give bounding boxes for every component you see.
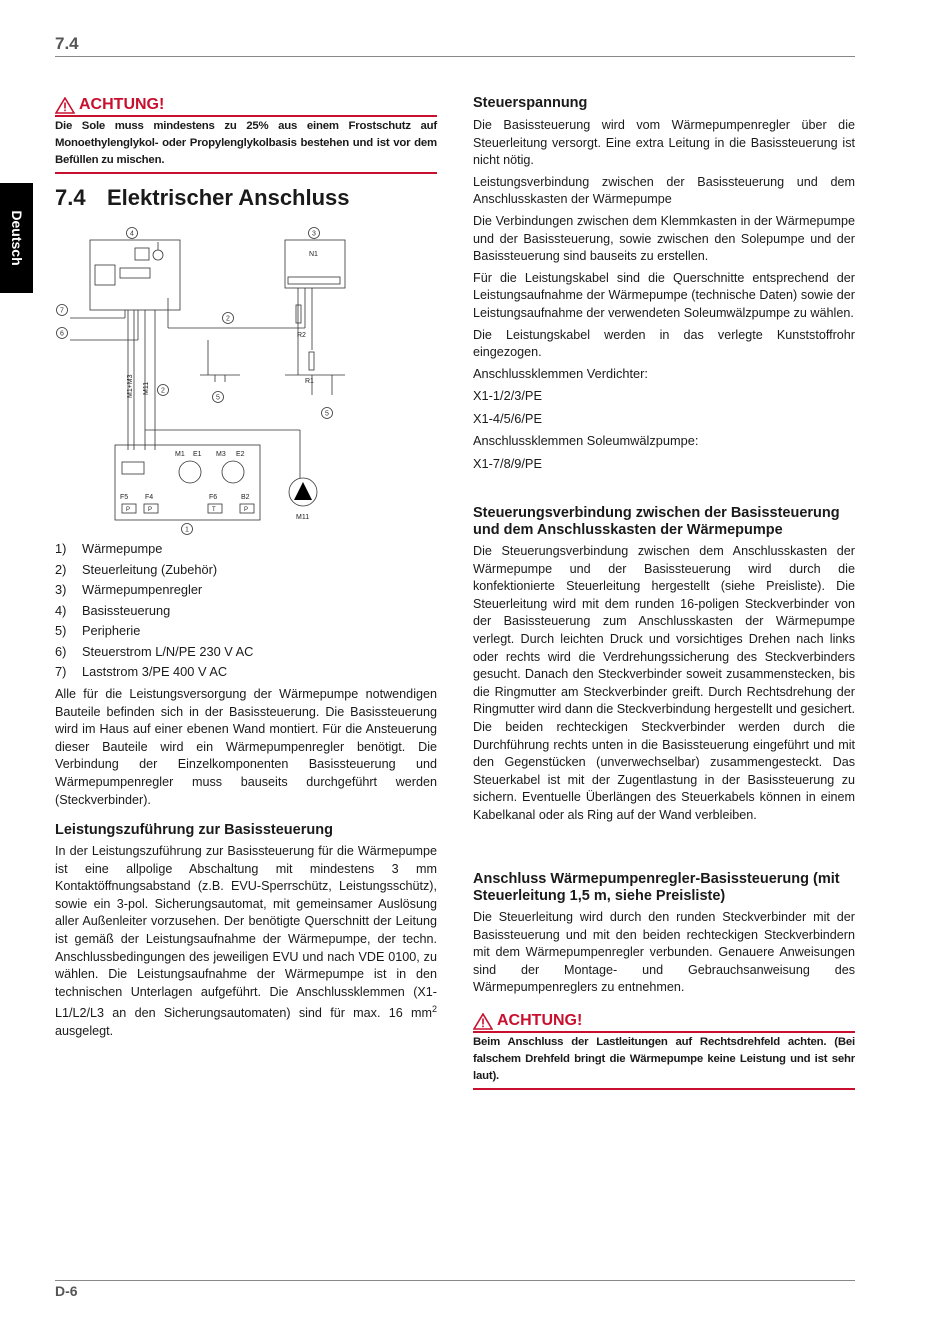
warning-title-text: ACHTUNG!	[79, 96, 165, 113]
label-m1m3: M1+M3	[127, 374, 134, 398]
warning-box-top	[55, 96, 437, 174]
label-n1: N1	[309, 251, 318, 258]
steuerspannung-heading: Steuerspannung	[473, 95, 588, 111]
legend-item: 7) Laststrom 3/PE 400 V AC	[55, 664, 228, 679]
callout-1: 1	[185, 526, 189, 534]
leistung-section	[55, 822, 437, 1041]
steuerungsverbindung-heading: Steuerungsverbindung zwischen der Basissteuerung und dem Anschlusskasten der Wärmepumpe	[473, 505, 840, 538]
connector-round	[153, 250, 163, 260]
leistung-paragraph: In der Leistungszuführung zur Basissteuerung für die Wärmepumpe ist eine allpolige Abschaltung mit mindestens 3 mm Kontaktöffnungsabstand (z.B. EVU-Sperrschütz, Leistungsschütz), sowie ein 3-pol. Sicherungsautomat, mit gemeinsamer Auslösung aller Außenleiter vorzusehen. Der benötigte Querschnitt der Leitung ist gemäß der Leistungsaufnahme der Wärmepumpe, der techn. Anschlussbedingungen des jeweiligen EVU und nach VDE 0100, zu wählen. Die Leistungsaufnahme der Wärmepumpe ist in den technischen Unterlagen aufgeführt. Die Anschlussklemmen (X1-L1/L2/L3 an den Sicherungsautomaten) sind für max. 16 $mm^2$ ausgelegt.	[55, 844, 437, 1039]
label-p3: P	[244, 507, 249, 513]
legend-item: 6) Steuerstrom L/N/PE 230 V AC	[55, 643, 254, 659]
label-m11-vert: M11	[143, 381, 150, 395]
callout-6: 6	[60, 330, 64, 338]
callout-7: 7	[60, 307, 64, 315]
section-title	[55, 185, 350, 211]
language-tab[interactable]	[0, 183, 33, 293]
label-p1: P	[126, 507, 131, 513]
label-t: T	[212, 507, 216, 513]
callout-2a: 2	[226, 315, 230, 323]
footer-rule	[55, 1280, 855, 1281]
label-f4: F4	[145, 494, 154, 501]
label-r1: R1	[305, 378, 314, 385]
intro-paragraph: Alle für die Leistungsversorgung der Wärmepumpe notwendigen Bauteile befinden sich in der Basissteuerung. Die Basissteuerung wird im Haus auf einer ebenen Wand montiert. Für die Ansteuerung dieser Bauteile wird ein Wärmepumpenregler benötigt. Die Verbindung der Einzelkomponenten Basissteuerung und Wärmepumpenregler muss bauseits durchgeführt werden (Steckverbinder).	[55, 687, 437, 807]
header-rule	[55, 56, 855, 57]
callout-4: 4	[130, 230, 134, 238]
page-number: D-6	[55, 1283, 78, 1299]
compressor-m1	[179, 461, 201, 483]
label-e1: E1	[193, 451, 202, 458]
contactor	[135, 248, 149, 260]
warning-box-bottom	[473, 1012, 855, 1090]
regler-terminals	[288, 277, 340, 284]
section-number: 7.4	[55, 185, 86, 210]
steuerspannung-section	[473, 95, 855, 475]
section-title-text: Elektrischer Anschluss	[107, 185, 350, 210]
terminals-compressor-1: X1-1/2/3/PE	[473, 388, 543, 404]
legend-item: 5) Peripherie	[55, 623, 141, 638]
legend-item: 4) Basissteuerung	[55, 602, 171, 618]
terminals-compressor-2: X1-4/5/6/PE	[473, 410, 543, 426]
regler-box	[285, 240, 345, 288]
header-section-number: 7.4	[55, 34, 79, 53]
label-r2: R2	[297, 332, 306, 339]
steuerspannung-p1: Die Basissteuerung wird vom Wärmepumpenregler über die Steuerleitung versorgt. Eine extra Leitung in die Basissteuerung ist nicht nötig.	[473, 118, 855, 168]
sensor-r2	[296, 305, 301, 323]
diagram-legend	[55, 539, 435, 683]
steuerspannung-p3: Die Verbindungen zwischen dem Klemmkasten in der Wärmepumpe und der Basissteuerung, sowie zwischen den Solepumpe und der Basissteuerung sind bauseits zu erstellen.	[473, 213, 855, 264]
terminal-strip	[120, 268, 150, 278]
legend-item: 1) Wärmepumpe	[55, 541, 163, 556]
label-m1: M1	[175, 451, 185, 458]
anschluss-regler-paragraph: Die Steuerleitung wird durch den runden Steckverbinder mit der Basissteuerung und mit den beiden rechteckigen Steckverbindern mit dem Wärmepumpenregler verbunden. Genauere Anweisungen sind der Montage- und Gebrauchsanweisung des Wärmepumpenreglers zu entnehmen.	[473, 910, 855, 995]
pump-m11-arrow-icon	[294, 482, 312, 500]
steuerungsverbindung-section	[473, 505, 855, 825]
language-tab-label: Deutsch	[8, 210, 25, 266]
anschluss-regler-section	[473, 871, 855, 997]
warning-title-text: ACHTUNG!	[497, 1012, 583, 1029]
steuerspannung-p4: Für die Leistungskabel sind die Querschnitte entsprechend der Leistungsaufnahme der Wärmepumpe (technische Daten) sowie der Leistungsaufnahme der verwendeten Soleumwälzpumpe zu wählen.	[473, 270, 855, 320]
sensor-r1	[309, 352, 314, 370]
wp-terminals	[122, 462, 144, 474]
label-m11-pump: M11	[296, 514, 310, 521]
warning-text-top: Die Sole muss mindestens zu 25% aus einem Frostschutz auf Monoethylenglykol- oder Propylenglykolbasis bestehen und ist vor dem Befüllen zu mischen.	[55, 120, 437, 166]
compressor-m3	[222, 461, 244, 483]
label-f6: F6	[209, 494, 218, 501]
leistung-heading: Leistungszuführung zur Basissteuerung	[55, 822, 333, 838]
wiring-diagram	[50, 220, 380, 540]
callout-5b: 5	[325, 410, 329, 418]
warning-title-bottom	[473, 1012, 855, 1033]
callout-2b: 2	[161, 387, 165, 395]
warning-text-bottom: Beim Anschluss der Lastleitungen auf Rechtsdrehfeld achten. (Bei falschem Drehfeld bringt die Wärmepumpe keine Leistung und ist sehr laut).	[473, 1036, 855, 1082]
anschluss-regler-heading: Anschluss Wärmepumpenregler-Basissteuerung (mit Steuerleitung 1,5 m, siehe Preisliste)	[473, 871, 840, 904]
terminals-compressor-label: Anschlussklemmen Verdichter:	[473, 365, 648, 381]
warning-title-top	[55, 96, 437, 117]
label-f5: F5	[120, 494, 129, 501]
legend-item: 2) Steuerleitung (Zubehör)	[55, 561, 218, 577]
label-e2: E2	[236, 451, 245, 458]
callout-5a: 5	[216, 394, 220, 402]
terminals-pump-label: Anschlussklemmen Soleumwälzpumpe:	[473, 433, 699, 449]
steuerungsverbindung-paragraph: Die Steuerungsverbindung zwischen dem Anschlusskasten der Wärmepumpe und der Basissteuerung wird durch die konfektionierte Steuerleitung hergestellt (siehe Preisliste). Die Steuerleitung wird mit dem runden 16-poligen Steckverbinder von der Basissteuerung zum Anschlusskasten der Wärmepumpe verlegt. Durch leichten Druck und vorsichtiges Drehen nach links oder rechts wird die Verdrehungssicherung des Steckverbinders gesucht. Danach den Steckverbinder soweit zusammenstecken, bis die Ringmutter am Steckverbinder greift. Durch Rechtsdrehung der Ringmutter wird dann die Steckverbindung hergestellt und gesichert. Die beiden rechteckigen Steckverbinder werden durch die Durchführung rechts unten in die Basissteuerung eingeführt und mit den Gegenstücken (unverwechselbar) zusammengesteckt. Das Steuerkabel ist mit der Zugentlastung in der Basissteuerung zu sichern. Eventuelle Überlängen des Steuerkabels können in einem Kabelkanal oder als Ring auf der Wand verbleiben.	[473, 544, 855, 822]
label-m3: M3	[216, 451, 226, 458]
callout-3: 3	[312, 230, 316, 238]
steuerspannung-p2: Leistungsverbindung zwischen der Basissteuerung und dem Anschlusskasten der Wärmepumpe	[473, 174, 855, 207]
terminal-block	[95, 265, 115, 285]
warning-triangle-icon	[55, 97, 75, 114]
terminals-pump: X1-7/8/9/PE	[473, 455, 543, 471]
label-p2: P	[148, 507, 153, 513]
steuerspannung-p5: Die Leistungskabel werden in das verlegte Kunststoffrohr eingezogen.	[473, 327, 855, 360]
label-b2: B2	[241, 494, 250, 501]
warning-triangle-icon	[473, 1013, 493, 1030]
legend-item: 3) Wärmepumpenregler	[55, 582, 203, 597]
